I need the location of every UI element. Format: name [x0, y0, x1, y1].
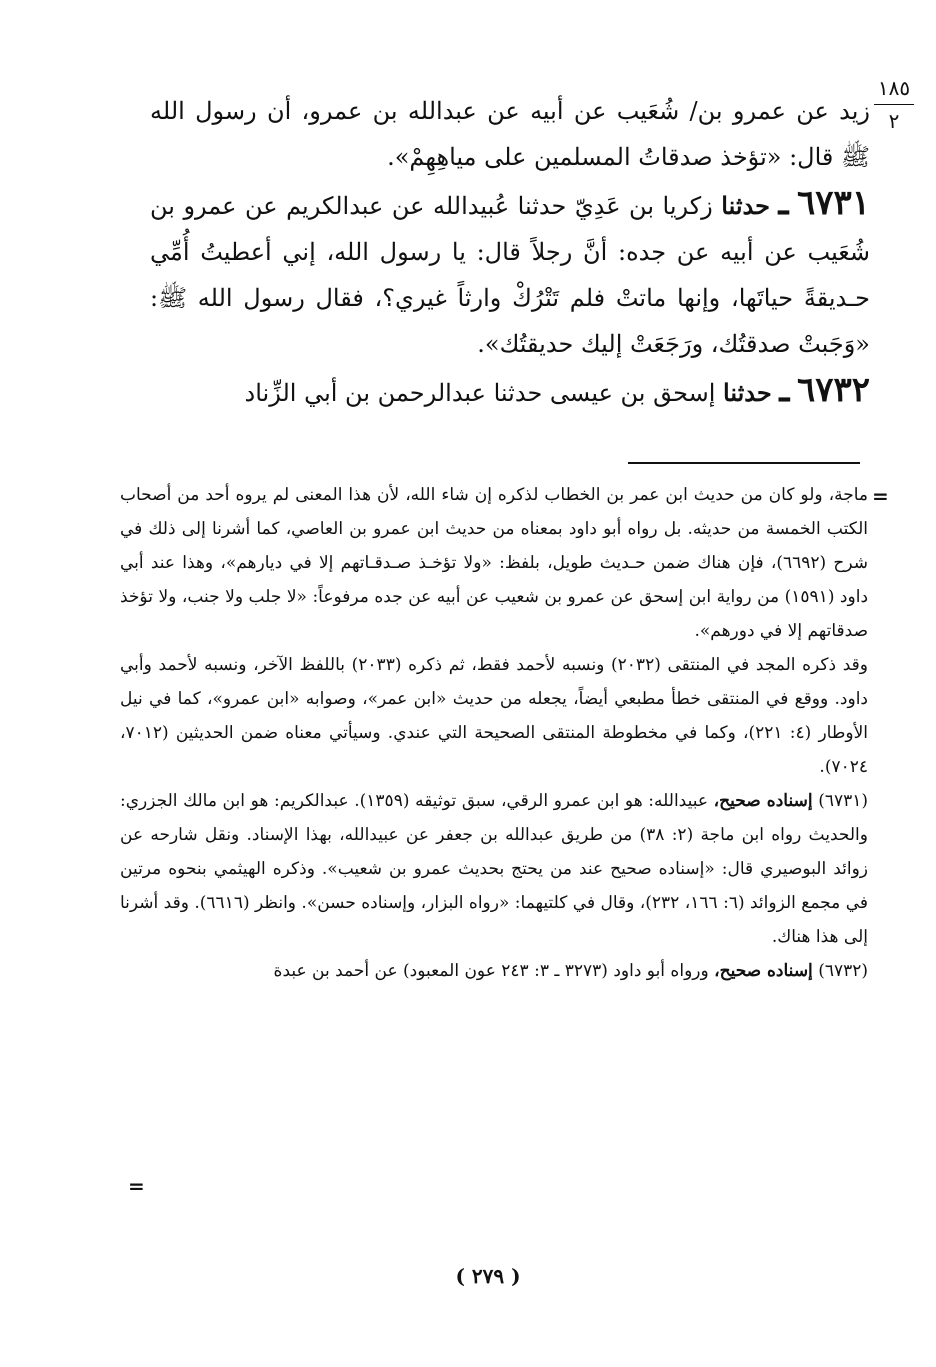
- footnote-text-6731: عبيدالله: هو ابن عمرو الرقي، سبق توثيقه (١٣٥٩). عبدالكريم: هو ابن مالك الجزري: والحديث رواه ابن ماجة (٢: ٣٨) من طريق عبدالله بن جعفر عن عبيدالله، بهذا الإسناد. ونقل شارحه عن زوائد البوصيري قال: «إسناده صحيح عند من يحتج بحديث عمرو بن شعيب». وذكره الهيثمي بنحوه مرتين في مجمع الزوائد (٦: ١٦٦، ٢٣٢)، وقال في كلتيهما: «رواه البزار، وإسناده حسن». وانظر (٦٦١٦). وقد أشرنا إلى هذا هناك.: [120, 791, 868, 947]
- margin-volume-number: ١٨٥: [874, 74, 914, 105]
- footnote-label: إسناده صحيح،: [713, 791, 813, 811]
- footnote-continuation-mark: =: [872, 484, 889, 508]
- hadith-text-6732: إسحق بن عيسى حدثنا عبدالرحمن بن أبي الزِّناد: [244, 379, 716, 407]
- footnote-6731: [120, 784, 868, 954]
- hadith-text-6731: زكريا بن عَدِيّ حدثنا عُبيدالله عن عبدالكريم عن عمرو بن شُعَيب عن أبيه عن جده: أنَّ رجلاً قال: يا رسول الله، إني أعطيتُ أُمِّي حـديقةً حياتَها، وإنها ماتتْ فلم تَتْرُكْ وارثاً غيري؟، فقال رسول الله ﷺ: «وَجَبتْ صدقتُك، ورَجَعَتْ إليك حديقتُك».: [150, 192, 870, 358]
- hadith-intro-word: حدثنا: [721, 191, 770, 220]
- footnote-text-6732: ورواه أبو داود (٣٢٧٣ ـ ٣: ٢٤٣ عون المعبود) عن أحمد بن عبدة: [273, 961, 709, 981]
- footnote-continuation-paragraph: ماجة، ولو كان من حديث ابن عمر بن الخطاب لذكره إن شاء الله، لأن هذا المعنى لم يروه أحد من أصحاب الكتب الخمسة من حديثه. بل رواه أبو داود بمعناه من حديث ابن عمرو بن العاصي، كما أشرنا إلى ذلك في شرح (٦٦٩٢)، فإن هناك ضمن حـديث طويل، بلفظ: «ولا تؤخـذ صـدقـاتهم إلا في ديارهم»، وهذا عند أبي داود (١٥٩١) من رواية ابن إسحق عن عمرو بن شعيب عن أبيه عن جده مرفوعاً: «لا جلب ولا جنب، ولا تؤخذ صدقاتهم إلا في دورهم».: [120, 485, 869, 641]
- footnote-separator-line: [628, 462, 860, 464]
- footnote-continuation-paragraph-2: وقد ذكره المجد في المنتقى (٢٠٣٢) ونسبه لأحمد فقط، ثم ذكره (٢٠٣٣) باللفظ الآخر، ونسبه لأحمد وأبي داود. ووقع في المنتقى خطأ مطبعي أيضاً، يجعله من حديث «ابن عمر»، وصوابه «ابن عمرو»، كما في نيل الأوطار (٤: ٢٢١)، وكما في مخطوطة المنتقى الصحيحة التي عندي. وسيأتي معناه ضمن الحديثين (٧٠١٢، ٧٠٢٤).: [120, 655, 868, 777]
- footnote-6732: [120, 954, 868, 988]
- footnote-ref-6732: (٦٧٣٢): [818, 961, 868, 981]
- main-paragraph-continuation: زيد عن عمرو بن/ شُعَيب عن أبيه عن عبدالله بن عمرو، أن رسول الله ﷺ قال: «تؤخذ صدقاتُ المسلمين على مياهِهِمْ».: [150, 97, 870, 171]
- hadith-dash: ـ: [778, 183, 789, 223]
- hadith-6731: [150, 180, 870, 367]
- main-text: [150, 88, 870, 416]
- hadith-dash: ـ: [779, 370, 790, 410]
- margin-page-number: ٢: [888, 109, 900, 133]
- footnote-ref-6731: (٦٧٣١): [818, 791, 869, 811]
- hadith-number-6731: ٦٧٣١: [796, 183, 870, 223]
- margin-volume-page-reference: [874, 74, 914, 135]
- hadith-intro-word: حدثنا: [723, 378, 772, 407]
- footnotes: [120, 478, 868, 988]
- footnote-label: إسناده صحيح،: [714, 961, 813, 981]
- hadith-6732: [150, 367, 870, 416]
- footnote-continues-mark: =: [128, 1174, 145, 1198]
- hadith-number-6732: ٦٧٣٢: [796, 370, 870, 410]
- page-number: ( ٢٧٩ ): [455, 1264, 521, 1288]
